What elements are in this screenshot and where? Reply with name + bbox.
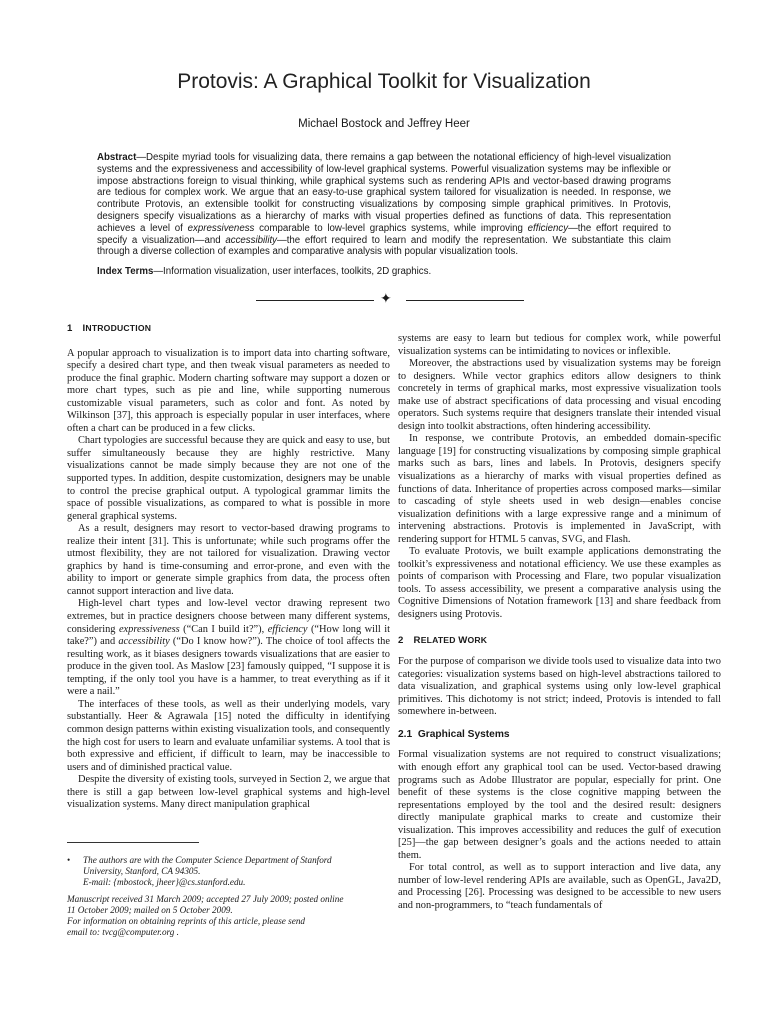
index-terms-label: Index Terms [97, 266, 154, 277]
paragraph: In response, we contribute Protovis, an embedded domain-specific language [19] for constructing visualizations by composing simple graphical marks such as bars, lines and labels. In Protovis, designers specify visualizations as a hierarchy of marks with visual properties defined as functions of data. Inheritance of properties across composed marks—similar to cascading of style sheets used in web design—enables concise visualization definitions with a large expressive range and a minimum of intervening abstractions. Protovis is implemented in JavaScript, with rendering support for HTML 5 canvas, SVG, and Flash. [398, 433, 721, 545]
subsection-heading-graphical-systems: 2.1 Graphical Systems [398, 728, 510, 740]
paragraph: For total control, as well as to support interaction and live data, any number of low-level rendering APIs are available, such as OpenGL, Java2D, and Processing [26]. Processing was designed to be accessible to new users and non-programmers, to “teach fundamentals of [398, 862, 721, 911]
paragraph: Chart typologies are successful because they are quick and easy to use, but suffer simultaneously because they are highly restrictive. Many visualizations cannot be made simply because they are not one of the supported types. In addition, despite customization, designers may be unable to control the precise graphical output. A typological grammar limits the space of possible visualizations, as compared to what is possible in more general graphical systems. [67, 435, 390, 522]
emphasis-expressiveness: expressiveness [118, 623, 180, 635]
abstract-text-3: —the effort required to specify a visualization—and [97, 222, 671, 246]
footnote-rule [67, 842, 199, 843]
paragraph: For the purpose of comparison we divide tools used to visualize data into two categories: visualization systems based on high-level abstractions tailored to data visualization, and graphical systems using only low-level graphical primitives. This dichotomy is not strict; indeed, Protovis is intended to fall somewhere in-between. [398, 656, 721, 718]
section-heading-introduction: 1 INTRODUCTION [67, 323, 152, 334]
left-column [67, 322, 390, 812]
paper-authors: Michael Bostock and Jeffrey Heer [298, 118, 470, 130]
paragraph: The interfaces of these tools, as well as their underlying models, vary substantially. Heer & Agrawala [15] noted the difficulty in identifying common design patterns within existing visualization tools, and consequently the high cost for users to learn and evaluate unfamiliar systems. A tool that is both expressive and efficient, if difficult to learn, may be inaccessible to users and of diminished practical value. [67, 698, 390, 773]
emphasis-efficiency: efficiency [267, 623, 308, 635]
paragraph: Moreover, the abstractions used by visualization systems may be foreign to designers. While vector graphics editors allow designers to think concretely in terms of graphical marks, most expressive visualization tools make use of abstract specifications of data processing and visual encoding operators. Such systems require that designers translate their intended visual design into toolkit abstractions, often hindering accessibility. [398, 358, 721, 432]
footnotes [67, 855, 387, 938]
divider-line-right [406, 300, 524, 301]
divider-ornament-icon: ✦ [380, 292, 392, 307]
section-heading-related-work: 2 RELATED WORK [398, 634, 488, 646]
footnote-manuscript: Manuscript received 31 March 2009; accepted 27 July 2009; posted online 11 October 2009; mailed on 5 October 2009. For information on obtaining reprints of this article, please send email to: tvcg@computer.org . [67, 894, 344, 937]
abstract [97, 152, 671, 258]
section-number: 1 [67, 323, 73, 334]
paper-title: Protovis: A Graphical Toolkit for Visualization [177, 70, 591, 93]
section-divider [256, 292, 524, 308]
paragraph: To evaluate Protovis, we built example applications demonstrating the toolkit’s expressiveness and notational efficiency. We use these examples as points of comparison with Processing and Flare, two popular visualization tools. To assess accessibility, we present a comparative analysis using the Cognitive Dimensions of Notation framework [13] and share feedback from designers using Protovis. [398, 546, 721, 621]
abstract-text-2: comparable to low-level graphics systems, while improving [254, 222, 528, 234]
paragraph: A popular approach to visualization is to import data into charting software, specify a desired chart type, and then tweak visual parameters as needed to produce the final graphic. Modern charting software may support a dozen or more chart types, such as pie and line, while supporting numerous customizable visual parameters, such as color and font. As noted by Wilkinson [37], this approach is especially popular in user interfaces, where often a chart can be produced in a few clicks. [67, 347, 390, 434]
abstract-text-1: —Despite myriad tools for visualizing data, there remains a gap between the notational efficiency of high-level visualization systems and the expressiveness and accessibility of low-level graphical systems. Powerful visualization systems may be inflexible or impose abstractions foreign to visual thinking, while graphical systems such as rendering APIs and vector-based drawing programs are tedious for complex work. We argue that an easy-to-use graphical system tailored for visualization is needed. In response, we contribute Protovis, an extensible toolkit for constructing visualizations by composing simple graphical primitives. In Protovis, designers specify visualizations as a hierarchy of marks with visual properties defined as functions of data. This representation achieves a level of [97, 152, 671, 234]
abstract-emphasis-expressiveness: expressiveness [187, 222, 255, 234]
abstract-label: Abstract [97, 152, 137, 163]
footnote-bullet: • [67, 855, 71, 865]
abstract-text-4: —the effort required to learn and modify the representation. We substantiate this claim through a diverse collection of examples and comparative analysis with popular visualization tools. [97, 234, 672, 258]
abstract-emphasis-efficiency: efficiency [527, 222, 569, 234]
paragraph: Formal visualization systems are not required to construct visualizations; with enough effort any graphical tool can be used. Vector-based drawing programs such as Adobe Illustrator are popular, especially for print. One benefit of these systems is the close cognitive mapping between the representations employed by the tool and the desired result: designers directly manipulate graphical marks to create and customize their visualization. This improves accessibility and reduces the gulf of execution [25]—the gap between designer’s goals and the actions needed to attain them. [398, 749, 721, 861]
paragraph: Despite the diversity of existing tools, surveyed in Section 2, we argue that there is still a gap between low-level graphical systems and high-level visualization systems. Many direct manipulation graphical [67, 774, 390, 811]
index-terms [97, 266, 671, 278]
paragraph: As a result, designers may resort to vector-based drawing programs to realize their intent [31]. This is unfortunate; while such programs offer the utmost flexibility, they are not tailored for visualization. Drawing vector graphics by hand is time-consuming and error-prone, and even with the ability to import or generate simple graphics from data, the process often cannot support interaction and live data. [67, 523, 390, 597]
index-terms-text: —Information visualization, user interfaces, toolkits, 2D graphics. [153, 266, 432, 277]
emphasis-accessibility: accessibility [118, 636, 170, 648]
footnote-affiliation: The authors are with the Computer Science Department of Stanford University, Stanford, CA 94305. E-mail: {mbostock, jheer}@cs.stanford.edu. [83, 855, 332, 887]
paragraph: systems are easy to learn but tedious for complex work, while powerful visualization systems can be intimidating to novices or inflexible. [398, 333, 721, 357]
divider-line-left [256, 300, 374, 301]
abstract-emphasis-accessibility: accessibility [225, 234, 278, 246]
paragraph: High-level chart types and low-level vector drawing represent two extremes, but in practice designers choose between many different systems, considering expressiveness (“Can I build it?”), efficiency (“How long will it take?”) and accessibility (“Do I know how?”). The choice of tool affects the resulting work, as it biases designers towards visualizations that are easier to produce in the given tool. As Maslow [23] famously quipped, “I suppose it is tempting, if the only tool you have is a hammer, to treat everything as if it were a nail.” [67, 598, 391, 698]
section-number: 2 [398, 634, 404, 646]
right-column [398, 333, 721, 913]
